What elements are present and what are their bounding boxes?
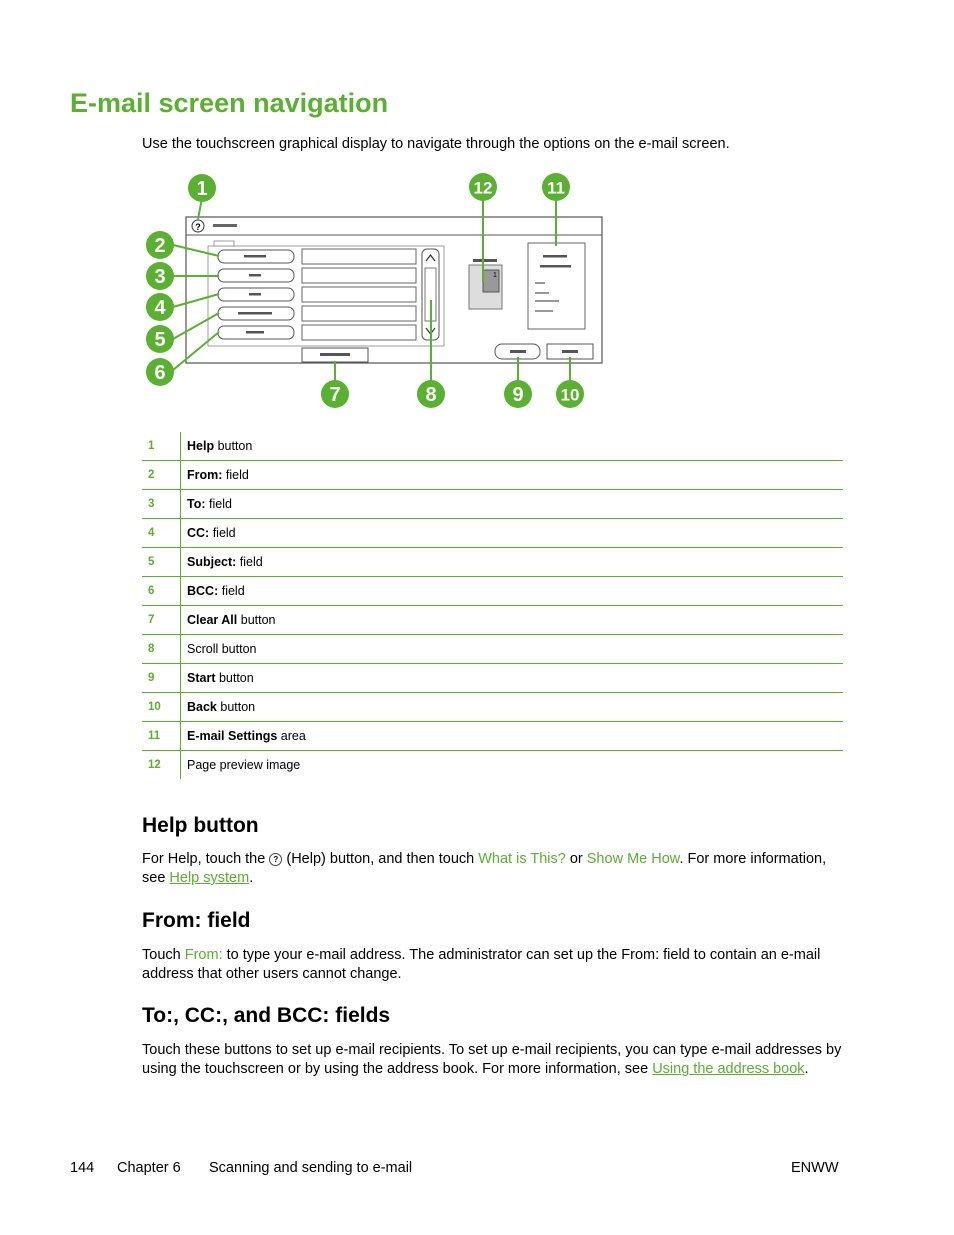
legend-description [181, 635, 844, 664]
legend-rest-text: Scroll button [187, 642, 257, 656]
legend-bold-term: Subject: [187, 555, 237, 569]
legend-description [181, 490, 844, 519]
help-icon-glyph: ? [195, 222, 201, 232]
svg-text:10: 10 [560, 385, 580, 405]
legend-description [181, 548, 844, 577]
legend-rest-text: field [236, 555, 263, 569]
callout-1 [188, 174, 216, 202]
legend-bold-term: BCC: [187, 584, 219, 598]
from-link[interactable]: From: [184, 947, 223, 963]
legend-rest-text: area [277, 729, 306, 743]
recipients-heading: To:, CC:, and BCC: fields [142, 1004, 391, 1027]
email-settings-area [528, 243, 585, 329]
table-row [142, 577, 843, 606]
legend-bold-term: Start [187, 671, 216, 685]
table-row [142, 751, 843, 780]
help-icon: ? [269, 853, 282, 866]
legend-bold-term: To: [187, 497, 206, 511]
legend-bold-term: Help [187, 439, 215, 453]
page-title: E-mail screen navigation [70, 88, 389, 118]
table-row [142, 432, 843, 461]
field-buttons [218, 250, 294, 339]
callout-4 [146, 293, 174, 321]
page-preview [469, 259, 502, 309]
table-row [142, 635, 843, 664]
legend-rest-text: Page preview image [187, 758, 301, 772]
svg-text:8: 8 [425, 384, 437, 406]
text-fields [302, 249, 416, 340]
legend-number: 8 [142, 635, 181, 664]
footer-page-number: 144 [70, 1160, 95, 1176]
legend-description [181, 606, 844, 635]
callout-3 [146, 262, 174, 290]
show-me-how-link[interactable]: Show Me How [586, 851, 680, 867]
legend-rest-text: field [205, 497, 232, 511]
legend-rest-text: field [209, 526, 236, 540]
legend-description [181, 432, 844, 461]
legend-number: 5 [142, 548, 181, 577]
legend-rest-text: button [237, 613, 276, 627]
svg-text:12: 12 [473, 178, 493, 198]
footer-enww: ENWW [791, 1160, 839, 1176]
callout-legend-table [142, 432, 843, 779]
svg-text:6: 6 [154, 362, 166, 384]
help-system-link[interactable]: Help system [169, 870, 250, 886]
table-row [142, 548, 843, 577]
footer-chapter: Chapter 6 [117, 1160, 181, 1176]
svg-text:11: 11 [547, 178, 565, 198]
legend-bold-term: E-mail Settings [187, 729, 278, 743]
callout-5 [146, 325, 174, 353]
help-button-heading: Help button [142, 814, 259, 837]
legend-bold-term: Clear All [187, 613, 238, 627]
legend-number: 11 [142, 722, 181, 751]
legend-description [181, 577, 844, 606]
from-field-paragraph: Touch From: to type your e-mail address. The administrator can set up the From: field to contain an e-mail address that other users cannot change. [142, 947, 821, 982]
legend-number: 6 [142, 577, 181, 606]
callout-8 [417, 380, 445, 408]
table-row [142, 664, 843, 693]
legend-bold-term: Back [187, 700, 217, 714]
svg-text:9: 9 [512, 384, 524, 406]
from-field-heading: From: field [142, 909, 251, 932]
touchscreen-mockup [186, 217, 602, 363]
legend-number: 3 [142, 490, 181, 519]
table-row [142, 693, 843, 722]
table-row [142, 461, 843, 490]
svg-text:7: 7 [329, 384, 341, 406]
legend-description [181, 664, 844, 693]
legend-rest-text: field [218, 584, 245, 598]
legend-number: 10 [142, 693, 181, 722]
svg-text:4: 4 [154, 297, 166, 319]
legend-bold-term: CC: [187, 526, 210, 540]
table-row [142, 722, 843, 751]
table-row [142, 606, 843, 635]
legend-number: 12 [142, 751, 181, 780]
svg-text:5: 5 [154, 329, 166, 351]
footer-section-title: Scanning and sending to e-mail [209, 1160, 413, 1176]
legend-rest-text: button [214, 439, 253, 453]
callout-10 [556, 380, 584, 408]
legend-rest-text: field [222, 468, 249, 482]
callout-2 [146, 231, 174, 259]
legend-description [181, 693, 844, 722]
legend-rest-text: button [216, 700, 256, 714]
email-screen-diagram [0, 0, 954, 420]
legend-number: 2 [142, 461, 181, 490]
svg-text:2: 2 [154, 235, 166, 257]
what-is-this-link[interactable]: What is This? [478, 851, 566, 867]
recipients-paragraph: Touch these buttons to set up e-mail recipients. To set up e-mail recipients, you can type e-mail addresses by using the touchscreen or by using the address book. For more information, see Using the address book. [142, 1042, 842, 1077]
callout-7 [321, 380, 349, 408]
legend-number: 1 [142, 432, 181, 461]
callout-11 [542, 173, 570, 201]
legend-number: 9 [142, 664, 181, 693]
table-row [142, 490, 843, 519]
callout-6 [146, 358, 174, 386]
legend-description [181, 519, 844, 548]
legend-number: 7 [142, 606, 181, 635]
address-book-link[interactable]: Using the address book [652, 1061, 805, 1077]
legend-rest-text: button [215, 671, 254, 685]
preview-page-number: 1 [493, 272, 497, 279]
callout-9 [504, 380, 532, 408]
legend-number: 4 [142, 519, 181, 548]
intro-text: Use the touchscreen graphical display to navigate through the options on the e-mail screen. [142, 136, 730, 152]
legend-description [181, 722, 844, 751]
help-button-paragraph: For Help, touch the ? (Help) button, and then touch What is This? or Show Me How. For more information, see Help system. [142, 851, 827, 886]
callout-12 [469, 173, 497, 201]
legend-description [181, 751, 844, 780]
svg-text:1: 1 [196, 178, 208, 200]
legend-description [181, 461, 844, 490]
svg-text:3: 3 [154, 266, 166, 288]
legend-bold-term: From: [187, 468, 223, 482]
table-row [142, 519, 843, 548]
